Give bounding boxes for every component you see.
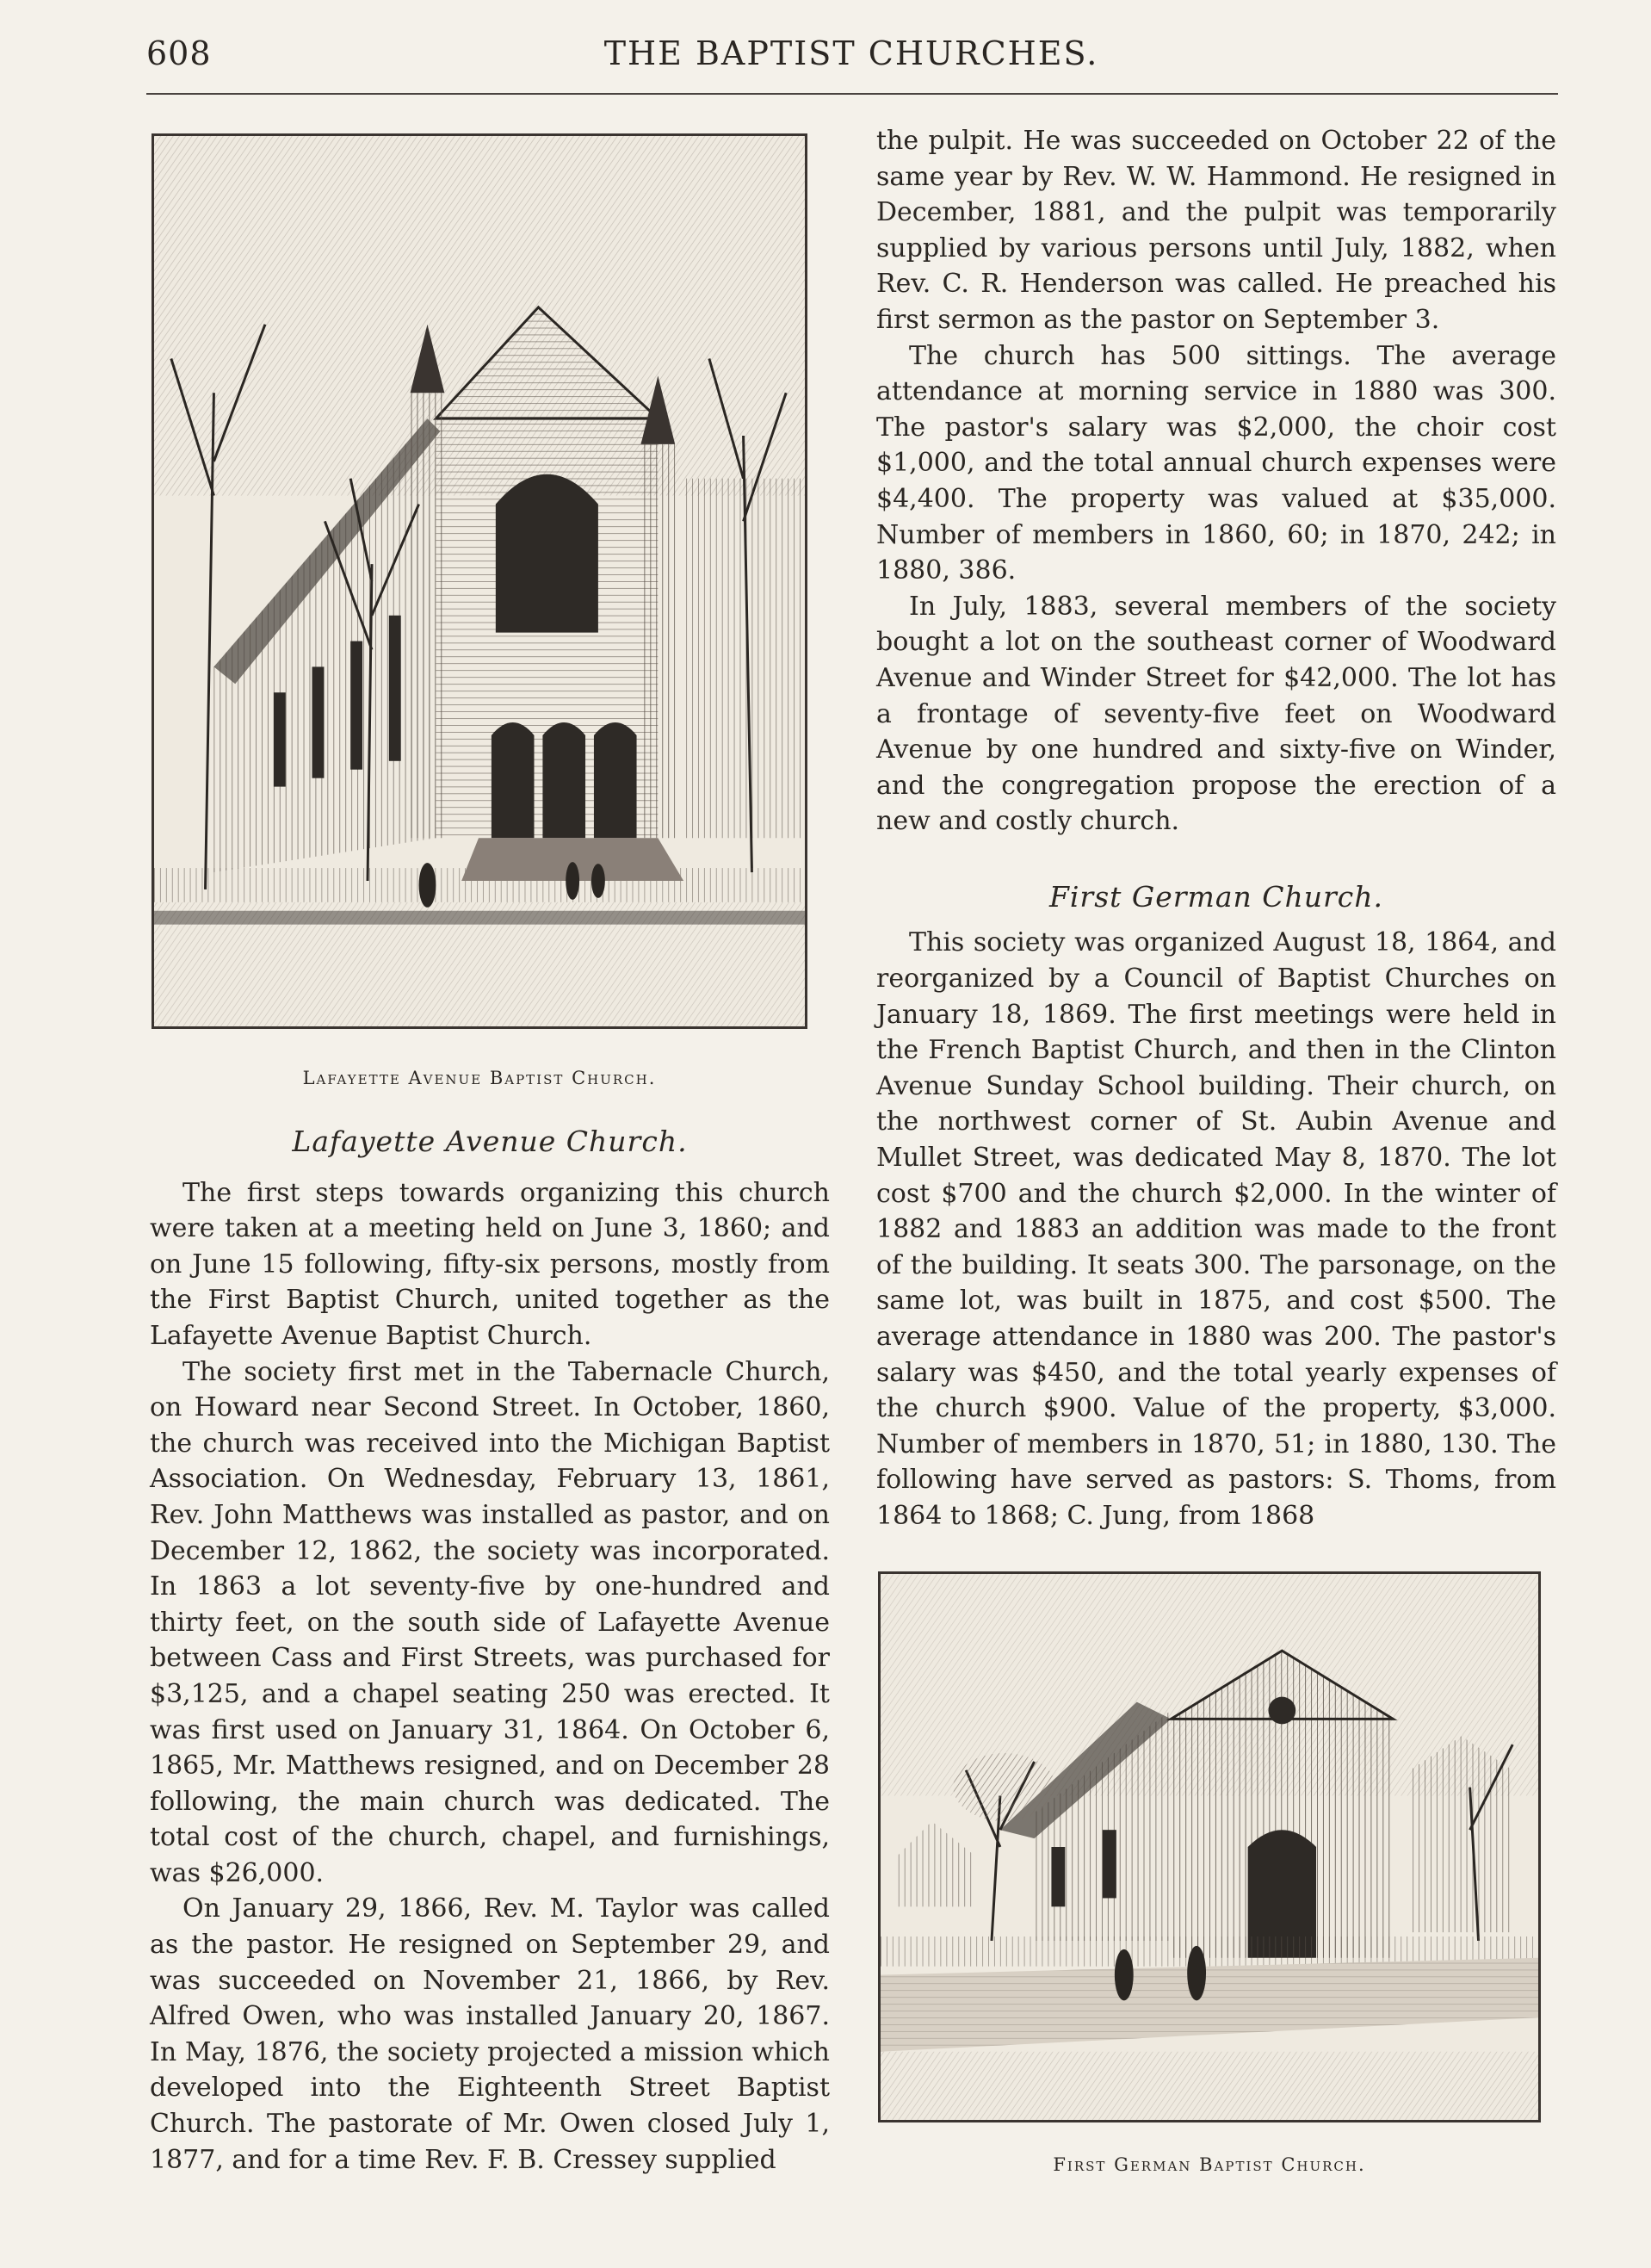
paragraph: The church has 500 sittings. The average attendance at morning service in 1880 was 300. The pastor's salary was $2,000, the choir cost $1,000, and the total annual church expenses were $4,400. The property was valued at $35,000. Number of members in 1860, 60; in 1870, 242; in 1880, 386. (876, 340, 1556, 586)
paragraph-continuation: the pulpit. He was succeeded on October 22 of the same year by Rev. W. W. Hammond. He resigned in December, 1881, and the pulpit was temporarily supplied by various persons until July, 1882, when Rev. C. R. Henderson was called. He preached his first sermon as the pastor on September 3. (876, 126, 1556, 335)
page-header (0, 34, 1651, 86)
section-heading-first-german: First German Church. (1048, 879, 1384, 914)
page-number: 608 (146, 34, 212, 72)
figure-caption-first-german: First German Baptist Church. (1053, 2154, 1366, 2175)
left-column (150, 1124, 830, 2178)
paragraph: The society first met in the Tabernacle Church, on Howard near Second Street. In October, 1860, the church was received into the Michigan Baptist Association. On Wednesday, February 13, 1861, Rev. John Matthews was installed as pastor, and on December 12, 1862, the society was incorporated. In 1863 a lot seventy-five by one-hundred and thirty feet, on the south side of Lafayette Avenue between Cass and First Streets, was purchased for $3,125, and a chapel seating 250 was erected. It was first used on January 31, 1864. On October 6, 1865, Mr. Matthews resigned, and on December 28 following, the main church was dedicated. The total cost of the church, chapel, and furnishings, was $26,000. (150, 1356, 830, 1888)
first-german-church-illustration (881, 1574, 1538, 2120)
header-rule (146, 93, 1558, 95)
figure-caption-lafayette: Lafayette Avenue Baptist Church. (302, 1068, 657, 1088)
running-title: THE BAPTIST CHURCHES. (603, 34, 1099, 72)
paragraph: This society was organized August 18, 1864, and reorganized by a Council of Baptist Churches on January 18, 1869. The first meetings were held in the French Baptist Church, and then in the Clinton Avenue Sunday School building. Their church, on the northwest corner of St. Aubin Avenue and Mullet Street, was dedicated May 8, 1870. The lot cost $700 and the church $2,000. In the winter of 1882 and 1883 an addition was made to the front of the building. It seats 300. The parsonage, on the same lot, was built in 1875, and cost $500. The average attendance in 1880 was 200. The pastor's salary was $450, and the total yearly expenses of the church $900. Value of the property, $3,000. Number of members in 1870, 51; in 1880, 130. The following have served as pastors: S. Thoms, from 1864 to 1868; C. Jung, from 1868 (876, 927, 1556, 1531)
paragraph: On January 29, 1866, Rev. M. Taylor was called as the pastor. He resigned on September 29, and was succeeded on November 21, 1866, by Rev. Alfred Owen, who was installed January 20, 1867. In May, 1876, the society projected a mission which developed into the Eighteenth Street Baptist Church. The pastorate of Mr. Owen closed July 1, 1877, and for a time Rev. F. B. Cressey supplied (150, 1893, 830, 2175)
paragraph: The first steps towards organizing this church were taken at a meeting held on June 3, 1860; and on June 15 following, fifty-six persons, mostly from the First Baptist Church, united together as the Lafayette Avenue Baptist Church. (150, 1177, 830, 1351)
section-heading-lafayette: Lafayette Avenue Church. (292, 1125, 688, 1158)
lafayette-church-engraving (151, 133, 807, 1029)
first-german-church-engraving (878, 1571, 1541, 2122)
lafayette-church-illustration (154, 136, 805, 1026)
right-column (876, 123, 1556, 1534)
paragraph: In July, 1883, several members of the society bought a lot on the southeast corner of Woodward Avenue and Winder Street for $42,000. The lot has a frontage of seventy-five feet on Woodward Avenue by one hundred and sixty-five on Winder, and the congregation propose the erection of a new and costly church. (876, 591, 1556, 837)
